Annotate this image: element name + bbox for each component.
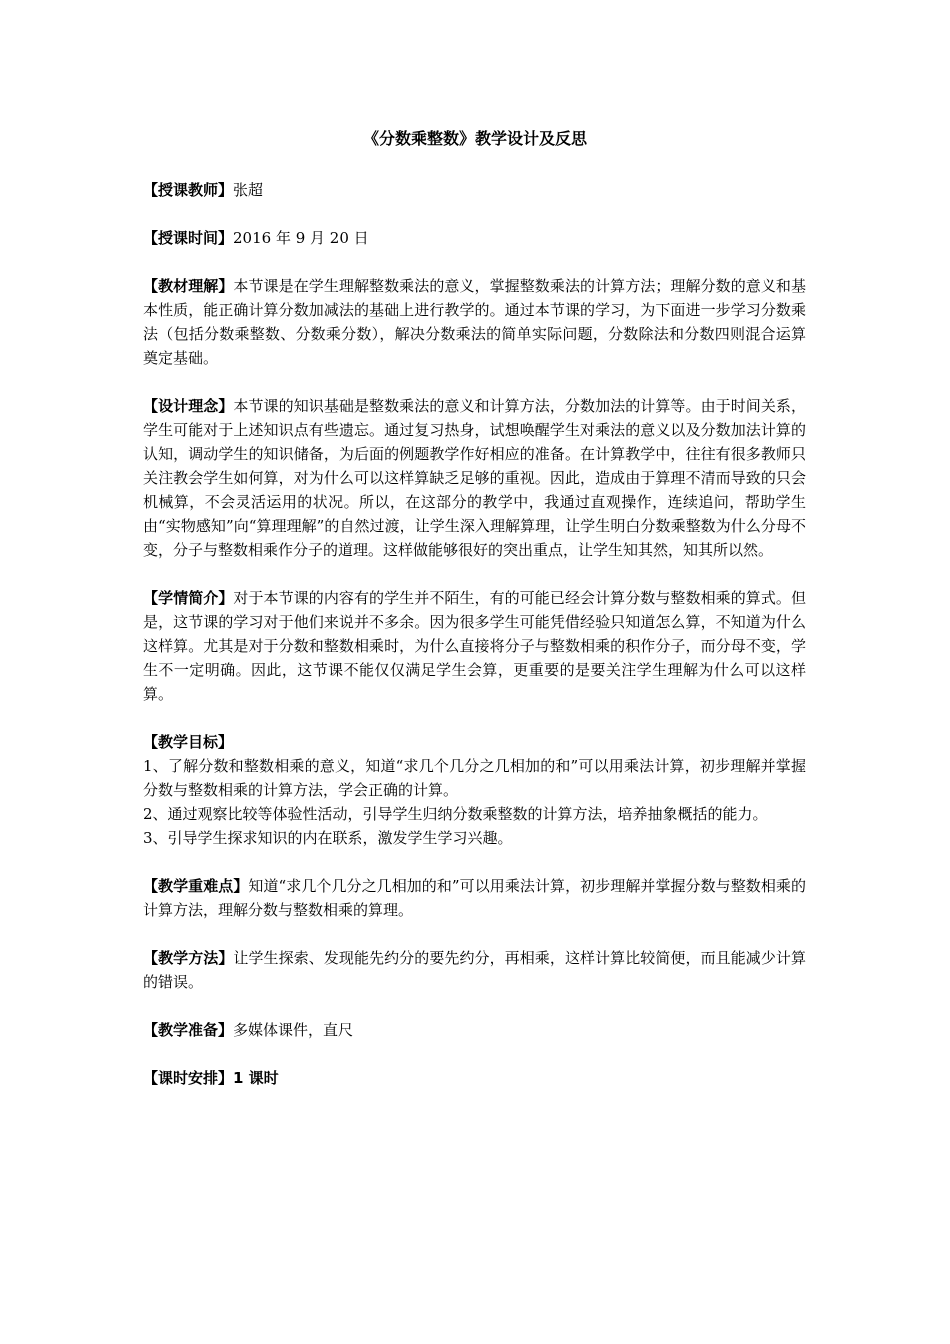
schedule-value: 1 课时 [233,1069,279,1087]
schedule-line [143,1066,806,1090]
teacher-line [143,178,806,202]
document-body [143,178,806,1114]
textbook-section [143,274,806,370]
objective-item-1: 1、了解分数和整数相乘的意义，知道“求几个几分之几相加的和”可以用乘法计算，初步理解并掌握分数与整数相乘的计算方法，学会正确的计算。 [143,757,806,799]
concept-text: 本节课的知识基础是整数乘法的意义和计算方法，分数加法的计算等。由于时间关系，学生可能对于上述知识点有些遗忘。通过复习热身，试想唤醒学生对乘法的意义以及分数加法计算的认知，调动学生的知识储备，为后面的例题教学作好相应的准备。在计算教学中，往往有很多教师只关注教会学生如何算，对为什么可以这样算缺乏足够的重视。因此，造成由于算理不清而导致的只会机械算，不会灵活运用的状况。所以，在这部分的教学中，我通过直观操作，连续追问，帮助学生由“实物感知”向“算理理解”的自然过渡，让学生深入理解算理，让学生明白分数乘整数为什么分母不变，分子与整数相乘作分子的道理。这样做能够很好的突出重点，让学生知其然，知其所以然。 [143,397,806,559]
keypoints-section [143,874,806,922]
objective-item-2: 2、通过观察比较等体验性活动，引导学生归纳分数乘整数的计算方法，培养抽象概括的能力。 [143,805,768,823]
preparation-line [143,1018,806,1042]
students-label: 【学情简介】 [143,589,234,607]
preparation-label: 【教学准备】 [143,1021,234,1039]
document-title: 《分数乘整数》教学设计及反思 [362,129,587,148]
methods-section [143,946,806,994]
teacher-value: 张超 [233,181,264,199]
methods-text: 让学生探索、发现能先约分的要先约分，再相乘，这样计算比较简便，而且能减少计算的错误。 [143,949,806,991]
textbook-text: 本节课是在学生理解整数乘法的意义，掌握整数乘法的计算方法；理解分数的意义和基本性质，能正确计算分数加减法的基础上进行教学的。通过本节课的学习，为下面进一步学习分数乘法（包括分数乘整数、分数乘分数），解决分数乘法的简单实际问题，分数除法和分数四则混合运算奠定基础。 [143,277,806,367]
objectives-label: 【教学目标】 [143,733,234,751]
objective-item-3: 3、引导学生探求知识的内在联系，激发学生学习兴趣。 [143,829,513,847]
concept-label: 【设计理念】 [143,397,234,415]
students-text: 对于本节课的内容有的学生并不陌生，有的可能已经会计算分数与整数相乘的算式。但是，这节课的学习对于他们来说并不多余。因为很多学生可能凭借经验只知道怎么算，不知道为什么这样算。尤其是对于分数和整数相乘时，为什么直接将分子与整数相乘的积作分子，而分母不变，学生不一定明确。因此，这节课不能仅仅满足学生会算，更重要的是要关注学生理解为什么可以这样算。 [143,589,806,703]
students-section [143,586,806,706]
objectives-section [143,730,806,850]
preparation-value: 多媒体课件，直尺 [233,1021,354,1039]
keypoints-label: 【教学重难点】 [143,877,249,895]
textbook-label: 【教材理解】 [143,277,234,295]
schedule-label: 【课时安排】 [143,1069,234,1087]
teacher-label: 【授课教师】 [143,181,234,199]
time-line [143,226,806,250]
time-label: 【授课时间】 [143,229,234,247]
concept-section [143,394,806,562]
time-value: 2016 年 9 月 20 日 [233,229,369,247]
methods-label: 【教学方法】 [143,949,234,967]
keypoints-text: 知道“求几个几分之几相加的和”可以用乘法计算，初步理解并掌握分数与整数相乘的计算方法，理解分数与整数相乘的算理。 [143,877,806,919]
